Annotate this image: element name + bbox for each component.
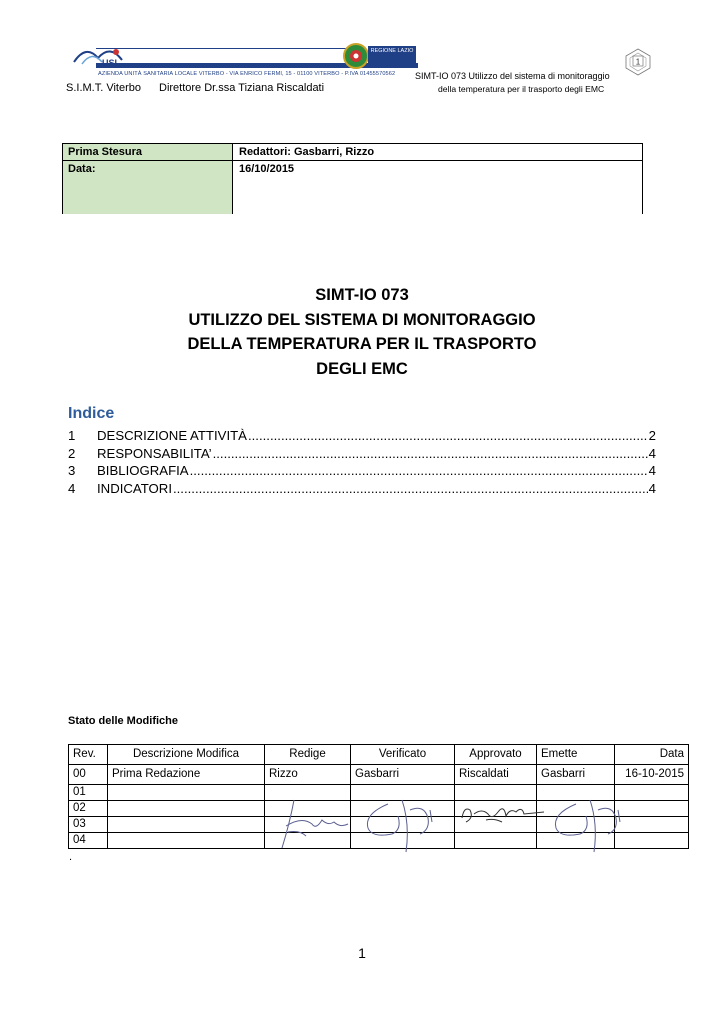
document-title: [62, 283, 662, 381]
column-header: Data: [615, 745, 689, 765]
column-header: Descrizione Modifica: [108, 745, 265, 765]
header-director: Direttore Dr.ssa Tiziana Riscaldati: [159, 82, 325, 94]
date-info-row: [62, 161, 643, 214]
date-label: Data:: [62, 161, 233, 214]
table-cell: Riscaldati: [455, 765, 537, 785]
toc-label: DESCRIZIONE ATTIVITÀ: [97, 428, 247, 443]
page-badge-icon: [625, 48, 651, 76]
editors-value: Redattori: Gasbarri, Rizzo: [233, 144, 643, 160]
header-document-subtitle: della temperatura per il trasporto degli EMC: [438, 84, 605, 94]
header-unit: S.I.M.T. Viterbo: [66, 82, 141, 94]
toc-leader: [173, 481, 648, 496]
table-cell: Gasbarri: [537, 765, 615, 785]
table-cell: Rizzo: [265, 765, 351, 785]
toc-leader: [213, 446, 648, 461]
table-header-row: [69, 745, 689, 765]
toc-entry[interactable]: [68, 428, 656, 446]
toc-number: 2: [68, 445, 76, 461]
regione-lazio-label: REGIONE LAZIO: [368, 46, 416, 64]
table-cell: 03: [69, 817, 108, 833]
title-line: DELLA TEMPERATURA PER IL TRASPORTO: [187, 335, 537, 353]
toc-number: 4: [68, 480, 76, 496]
index-heading: Indice: [68, 405, 115, 422]
table-cell: 00: [69, 765, 108, 785]
draft-info-table: [62, 143, 643, 215]
signature-gasbarri-emette-icon: [544, 794, 628, 854]
title-line: SIMT-IO 073: [315, 286, 409, 304]
toc-page: 4: [648, 463, 656, 478]
table-cell: [108, 833, 265, 849]
toc-page: 2: [648, 428, 656, 443]
usl-logo-text: USL: [102, 58, 120, 68]
date-value: 16/10/2015: [233, 161, 643, 214]
table-cell: 01: [69, 785, 108, 801]
column-header: Verificato: [351, 745, 455, 765]
column-header: Emette: [537, 745, 615, 765]
usl-logo-icon: [72, 42, 152, 68]
table-row: [69, 765, 689, 785]
toc-label: RESPONSABILITA’: [97, 445, 212, 461]
toc-leader: [248, 428, 648, 443]
column-header: Redige: [265, 745, 351, 765]
table-cell: Gasbarri: [351, 765, 455, 785]
table-cell: 04: [69, 833, 108, 849]
table-cell: Prima Redazione: [108, 765, 265, 785]
toc-label: BIBLIOGRAFIA: [97, 463, 189, 478]
signature-gasbarri-icon: [358, 794, 442, 854]
toc-number: 1: [68, 428, 76, 443]
page-number: 1: [358, 945, 366, 961]
table-cell: [108, 785, 265, 801]
toc-entry[interactable]: [68, 446, 656, 464]
header-document-title: SIMT-IO 073 Utilizzo del sistema di monitoraggio: [415, 71, 610, 81]
toc-page: 4: [648, 445, 656, 461]
table-cell: [455, 833, 537, 849]
header-unit-line: [66, 82, 324, 94]
table-cell: [108, 801, 265, 817]
header-address: AZIENDA UNITÀ SANITARIA LOCALE VITERBO - VIA ENRICO FERMI, 15 - 01100 VITERBO - P.IVA 01455570562: [98, 71, 396, 77]
trailing-mark: .: [69, 851, 73, 863]
title-line: UTILIZZO DEL SISTEMA DI MONITORAGGIO: [188, 310, 536, 329]
column-header: Approvato: [455, 745, 537, 765]
page-badge-number: 1: [635, 57, 641, 67]
signature-riscaldati-icon: [456, 798, 546, 828]
toc-entry[interactable]: [68, 463, 656, 481]
toc-leader: [190, 463, 648, 478]
lazio-emblem-icon: [342, 42, 370, 70]
first-draft-label: Prima Stesura: [62, 144, 233, 160]
toc-label: INDICATORI: [97, 480, 172, 496]
draft-info-row: [62, 143, 643, 161]
title-line: DEGLI EMC: [316, 359, 408, 378]
table-cell: 02: [69, 801, 108, 817]
toc-number: 3: [68, 463, 76, 478]
toc-page: 4: [648, 480, 656, 496]
modifications-heading: Stato delle Modifiche: [68, 715, 179, 727]
column-header: Rev.: [69, 745, 108, 765]
table-of-contents: [68, 428, 656, 498]
toc-entry[interactable]: [68, 481, 656, 499]
table-cell: [108, 817, 265, 833]
table-cell: 16-10-2015: [615, 765, 689, 785]
signature-rizzo-icon: [272, 796, 352, 852]
